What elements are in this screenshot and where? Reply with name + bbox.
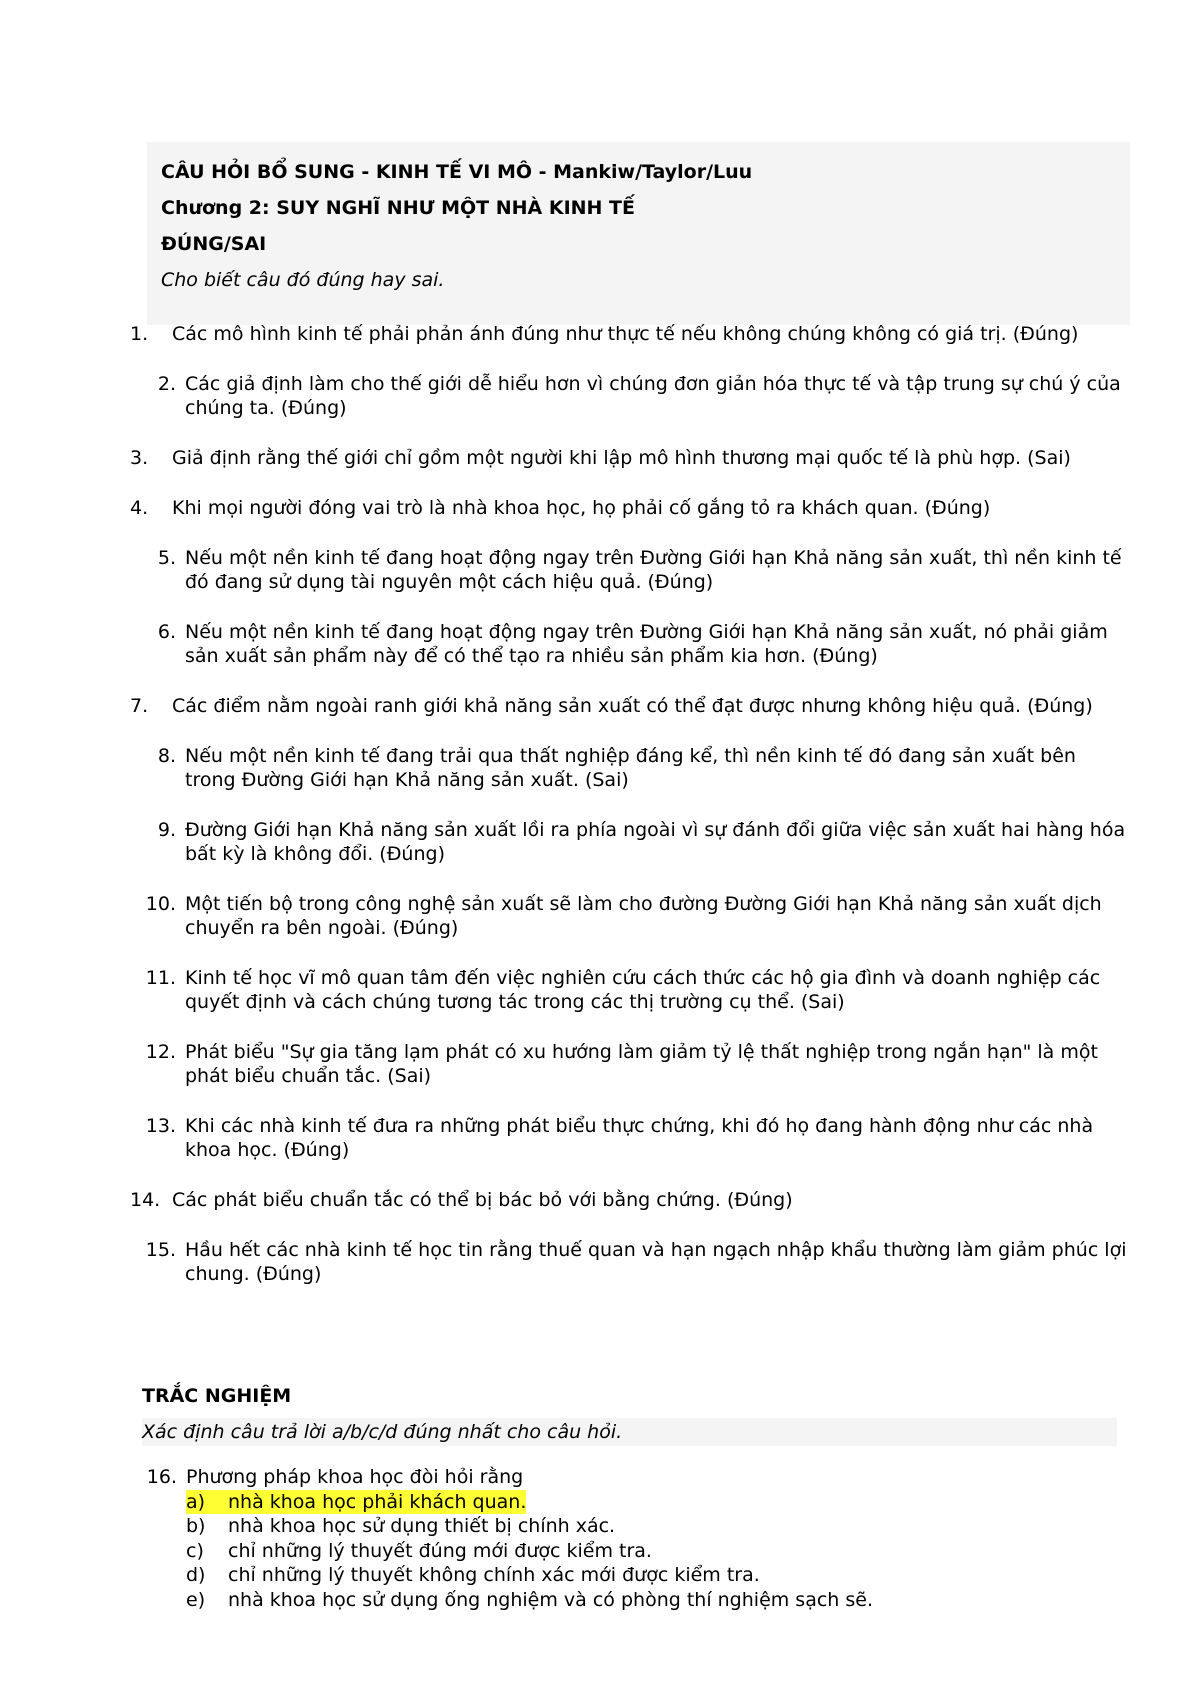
list-item: [130, 322, 1130, 346]
list-item: [130, 694, 1130, 718]
item-text: Các điểm nằm ngoài ranh giới khả năng sản xuất có thể đạt được nhưng không hiệu quả. (Đúng): [172, 695, 1093, 717]
item-text: Các giả định làm cho thế giới dễ hiểu hơn vì chúng đơn giản hóa thực tế và tập trung sự chú ý của chúng ta. (Đúng): [185, 373, 1121, 419]
item-number: 1.: [130, 323, 149, 345]
item-text: Đường Giới hạn Khả năng sản xuất lồi ra phía ngoài vì sự đánh đổi giữa việc sản xuất hai hàng hóa bất kỳ là không đổi. (Đúng): [185, 819, 1126, 865]
item-text: Hầu hết các nhà kinh tế học tin rằng thuế quan và hạn ngạch nhập khẩu thường làm giảm phúc lợi chung. (Đúng): [185, 1239, 1127, 1285]
list-item: [130, 372, 1130, 420]
document-title: CÂU HỎI BỔ SUNG - KINH TẾ VI MÔ - Mankiw/Taylor/Luu: [161, 161, 753, 183]
list-item: [130, 1114, 1130, 1162]
question-number: 16.: [146, 1466, 177, 1488]
option-text: nhà khoa học sử dụng thiết bị chính xác.: [228, 1515, 616, 1537]
chapter-title: Chương 2: SUY NGHĨ NHƯ MỘT NHÀ KINH TẾ: [161, 197, 635, 219]
item-text: Một tiến bộ trong công nghệ sản xuất sẽ làm cho đường Đường Giới hạn Khả năng sản xuất dịch chuyển ra bên ngoài. (Đúng): [185, 893, 1102, 939]
item-text: Nếu một nền kinh tế đang hoạt động ngay trên Đường Giới hạn Khả năng sản xuất, nó phải giảm sản xuất sản phẩm này để có thể tạo ra nhiều sản phẩm kia hơn. (Đúng): [185, 621, 1108, 667]
answer-option: [186, 1539, 1117, 1564]
option-letter: e): [186, 1588, 206, 1611]
option-letter: a): [186, 1490, 206, 1513]
option-letter: d): [186, 1564, 206, 1586]
list-item: [130, 1040, 1130, 1088]
true-false-list: [130, 322, 1130, 1312]
list-item: [130, 496, 1130, 520]
item-number: 10.: [145, 893, 176, 915]
answer-option: [186, 1563, 1117, 1588]
answer-option: [186, 1514, 1117, 1539]
list-item: [130, 966, 1130, 1014]
question-stem: [142, 1465, 1117, 1490]
item-number: 4.: [130, 497, 149, 519]
item-number: 13.: [145, 1115, 176, 1137]
document-header: [147, 142, 1130, 325]
section-instruction: Cho biết câu đó đúng hay sai.: [161, 269, 445, 291]
item-text: Giả định rằng thế giới chỉ gồm một người khi lập mô hình thương mại quốc tế là phù hợp. (Sai): [172, 447, 1071, 469]
item-text: Các phát biểu chuẩn tắc có thể bị bác bỏ với bằng chứng. (Đúng): [172, 1189, 793, 1211]
item-number: 11.: [145, 967, 176, 989]
item-text: Kinh tế học vĩ mô quan tâm đến việc nghiên cứu cách thức các hộ gia đình và doanh nghiệp các quyết định và cách chúng tương tác trong các thị trường cụ thể. (Sai): [185, 967, 1101, 1013]
item-text: Phát biểu "Sự gia tăng lạm phát có xu hướng làm giảm tỷ lệ thất nghiệp trong ngắn hạn" là một phát biểu chuẩn tắc. (Sai): [185, 1041, 1098, 1087]
item-text: Nếu một nền kinh tế đang trải qua thất nghiệp đáng kể, thì nền kinh tế đó đang sản xuất bên trong Đường Giới hạn Khả năng sản xuất. (Sai): [185, 745, 1076, 791]
option-text: nhà khoa học sử dụng ống nghiệm và có phòng thí nghiệm sạch sẽ.: [228, 1588, 873, 1611]
item-text: Các mô hình kinh tế phải phản ánh đúng như thực tế nếu không chúng không có giá trị. (Đúng): [172, 323, 1079, 345]
option-row-a: [186, 1490, 1117, 1515]
multiple-choice-title: TRẮC NGHIỆM: [142, 1385, 292, 1407]
answer-options: [186, 1490, 1117, 1613]
item-text: Khi các nhà kinh tế đưa ra những phát biểu thực chứng, khi đó họ đang hành động như các nhà khoa học. (Đúng): [185, 1115, 1094, 1161]
item-text: Nếu một nền kinh tế đang hoạt động ngay trên Đường Giới hạn Khả năng sản xuất, thì nền kinh tế đó đang sử dụng tài nguyên một cách hiệu quả. (Đúng): [185, 547, 1122, 593]
item-number: 8.: [157, 745, 176, 767]
item-number: 9.: [157, 819, 176, 841]
list-item: [130, 892, 1130, 940]
item-number: 7.: [130, 695, 149, 717]
item-text: Khi mọi người đóng vai trò là nhà khoa học, họ phải cố gắng tỏ ra khách quan. (Đúng): [172, 497, 991, 519]
option-letter: c): [186, 1539, 204, 1562]
list-item: [130, 1188, 1130, 1212]
multiple-choice-instruction: Xác định câu trả lời a/b/c/d đúng nhất cho câu hỏi.: [142, 1418, 1117, 1446]
item-number: 6.: [157, 621, 176, 643]
item-number: 12.: [145, 1041, 176, 1063]
list-item: [130, 818, 1130, 866]
option-text: chỉ những lý thuyết không chính xác mới được kiểm tra.: [228, 1564, 760, 1586]
section-title: ĐÚNG/SAI: [161, 233, 267, 255]
question-16: [142, 1465, 1117, 1612]
list-item: [130, 744, 1130, 792]
list-item: [130, 446, 1130, 470]
item-number: 14.: [130, 1189, 161, 1211]
option-text: nhà khoa học phải khách quan.: [228, 1490, 527, 1513]
list-item: [130, 1238, 1130, 1286]
list-item: [130, 546, 1130, 594]
answer-option: [186, 1588, 1117, 1613]
item-number: 3.: [130, 447, 149, 469]
item-number: 2.: [157, 373, 176, 395]
answer-option-highlighted: [186, 1490, 526, 1515]
option-letter: b): [186, 1515, 206, 1537]
list-item: [130, 620, 1130, 668]
question-text: Phương pháp khoa học đòi hỏi rằng: [186, 1466, 524, 1488]
item-number: 5.: [157, 547, 176, 569]
option-text: chỉ những lý thuyết đúng mới được kiểm tra.: [228, 1539, 652, 1562]
item-number: 15.: [145, 1239, 176, 1261]
